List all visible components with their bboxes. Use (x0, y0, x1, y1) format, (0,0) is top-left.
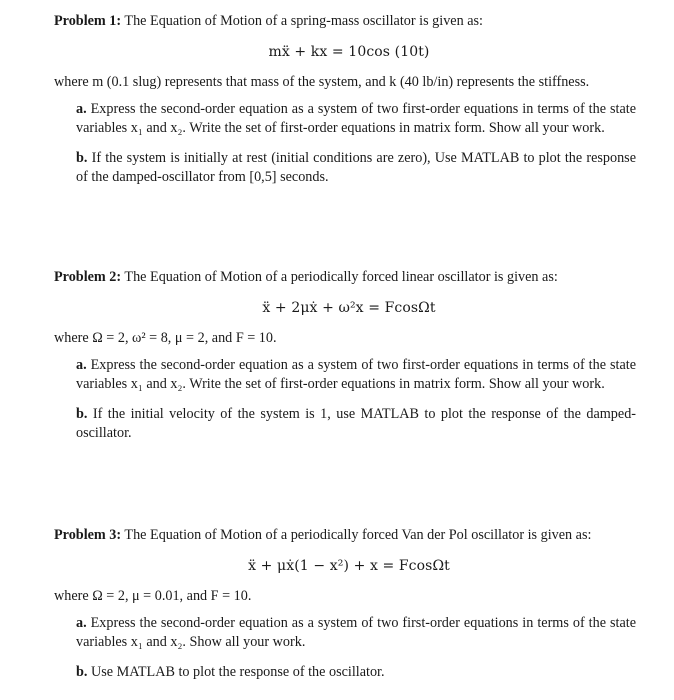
problem-1-statement (54, 12, 644, 31)
part-text: If the initial velocity of the system is 1, use MATLAB to plot the response of the damped-oscillator. (76, 406, 637, 441)
part-text: Use MATLAB to plot the response of the oscillator. (90, 664, 385, 680)
problem-1-part-b (76, 149, 636, 187)
problem-2-intro: The Equation of Motion of a periodically forced linear oscillator is given as: (124, 269, 558, 285)
part-label: a. (76, 101, 87, 117)
part-text: If the system is initially at rest (initial conditions are zero), Use MATLAB to plot the response of the damped-oscillator from [0,5] seconds. (76, 150, 636, 185)
problem-2-part-b (76, 405, 636, 443)
problem-2-equation: ẍ + 2μẋ + ω²x = FcosΩt (262, 300, 436, 316)
part-label: b. (76, 406, 88, 422)
problem-3-part-a (76, 614, 636, 652)
problem-3-statement (54, 526, 644, 545)
problem-1-where: where m (0.1 slug) represents that mass of the system, and k (40 lb/in) represents the stiffness. (54, 74, 590, 90)
part-text: Express the second-order equation as a system of two first-order equations in terms of the state variables x₁ and x₂. Show all your work. (76, 615, 637, 650)
problem-3-intro: The Equation of Motion of a periodically forced Van der Pol oscillator is given as: (124, 527, 592, 543)
part-text: Express the second-order equation as a system of two first-order equations in terms of the state variables x₁ and x₂. Write the set of first-order equations in matrix form. Show all your work. (76, 101, 637, 136)
problem-1-heading: Problem 1: (54, 13, 122, 29)
problem-1-part-a (76, 100, 636, 138)
problem-2-where: where Ω = 2, ω² = 8, μ = 2, and F = 10. (54, 330, 277, 346)
problem-3-part-b (76, 663, 636, 682)
problem-1-intro: The Equation of Motion of a spring-mass oscillator is given as: (124, 13, 483, 29)
problem-1 (54, 12, 644, 187)
part-label: a. (76, 357, 87, 373)
problem-3-heading: Problem 3: (54, 527, 122, 543)
problem-2-heading: Problem 2: (54, 269, 122, 285)
problem-2-statement (54, 268, 644, 287)
problem-3-where: where Ω = 2, μ = 0.01, and F = 10. (54, 588, 252, 604)
problem-3-equation: ẍ + μẋ(1 − x²) + x = FcosΩt (248, 558, 450, 574)
problem-2-part-a (76, 356, 636, 394)
part-label: b. (76, 664, 88, 680)
problem-2 (54, 268, 644, 443)
problem-1-equation: mẍ + kx = 10cos (10t) (268, 44, 430, 60)
part-label: a. (76, 615, 87, 631)
part-text: Express the second-order equation as a system of two first-order equations in terms of the state variables x₁ and x₂. Write the set of first-order equations in matrix form. Show all your work. (76, 357, 637, 392)
part-label: b. (76, 150, 88, 166)
problem-3 (54, 526, 644, 682)
